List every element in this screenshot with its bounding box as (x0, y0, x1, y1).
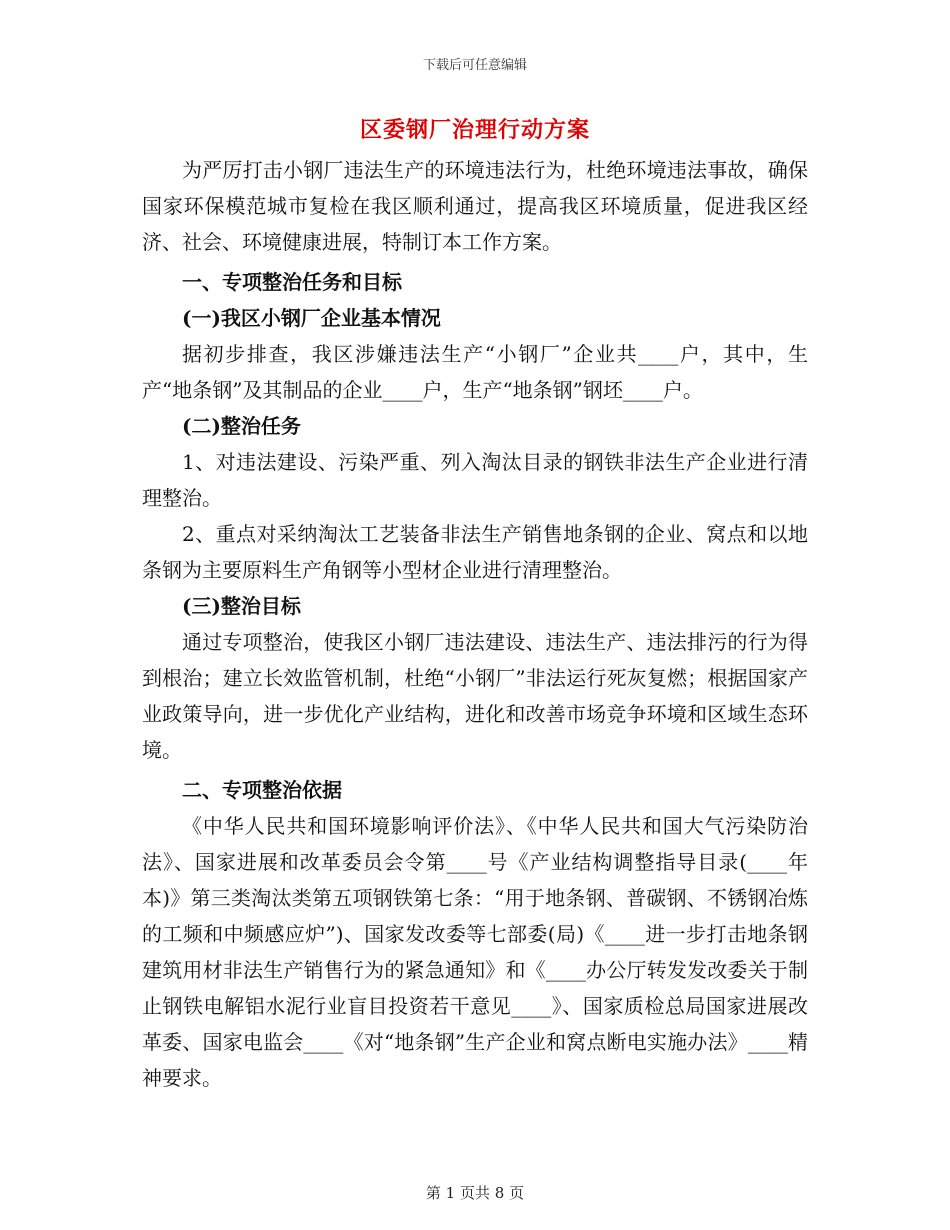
section-heading-2: 二、专项整治依据 (182, 778, 342, 802)
paragraph-basic-situation: 据初步排查，我区涉嫌违法生产“小钢厂”企业共____户，其中，生产“地条钢”及其制品的企业____户，生产“地条钢”钢坯____户。 (142, 342, 808, 402)
intro-paragraph: 为严厉打击小钢厂违法生产的环境违法行为，杜绝环境违法事故，确保国家环保模范城市复检在我区顺利通过，提高我区环境质量，促进我区经济、社会、环境健康进展，特制订本工作方案。 (142, 158, 808, 254)
paragraph-goals: 通过专项整治，使我区小钢厂违法建设、违法生产、违法排污的行为得到根治；建立长效监管机制，杜绝“小钢厂”非法运行死灰复燃；根据国家产业政策导向，进一步优化产业结构，进化和改善市场竞争环境和区域生态环境。 (142, 630, 808, 762)
paragraph-task-2: 2、重点对采纳淘汰工艺装备非法生产销售地条钢的企业、窝点和以地条钢为主要原料生产角钢等小型材企业进行清理整治。 (142, 522, 808, 582)
document-body (142, 152, 808, 1096)
subsection-heading-1-1: (一)我区小钢厂企业基本情况 (182, 306, 441, 330)
paragraph-legal-basis: 《中华人民共和国环境影响评价法》、《中华人民共和国大气污染防治法》、国家进展和改革委员会令第____号《产业结构调整指导目录(____年本)》第三类淘汰类第五项钢铁第七条：“用于地条钢、普碳钢、不锈钢冶炼的工频和中频感应炉”)、国家发改委等七部委(局)《____进一步打击地条钢建筑用材非法生产销售行为的紧急通知》和《____办公厅转发发改委关于制止钢铁电解铝水泥行业盲目投资若干意见____》、国家质检总局国家进展改革委、国家电监会____《对“地条钢”生产企业和窝点断电实施办法》____精神要求。 (142, 814, 808, 1090)
document-title: 区委钢厂治理行动方案 (359, 117, 590, 143)
page-footer: 第 1 页共 8 页 (425, 1184, 525, 1202)
subsection-heading-1-3: (三)整治目标 (182, 594, 301, 618)
page-header: 下载后可任意编辑 (422, 58, 527, 73)
paragraph-task-1: 1、对违法建设、污染严重、列入淘汰目录的钢铁非法生产企业进行清理整治。 (142, 450, 808, 510)
subsection-heading-1-2: (二)整治任务 (182, 414, 301, 438)
section-heading-1: 一、专项整治任务和目标 (182, 270, 402, 294)
